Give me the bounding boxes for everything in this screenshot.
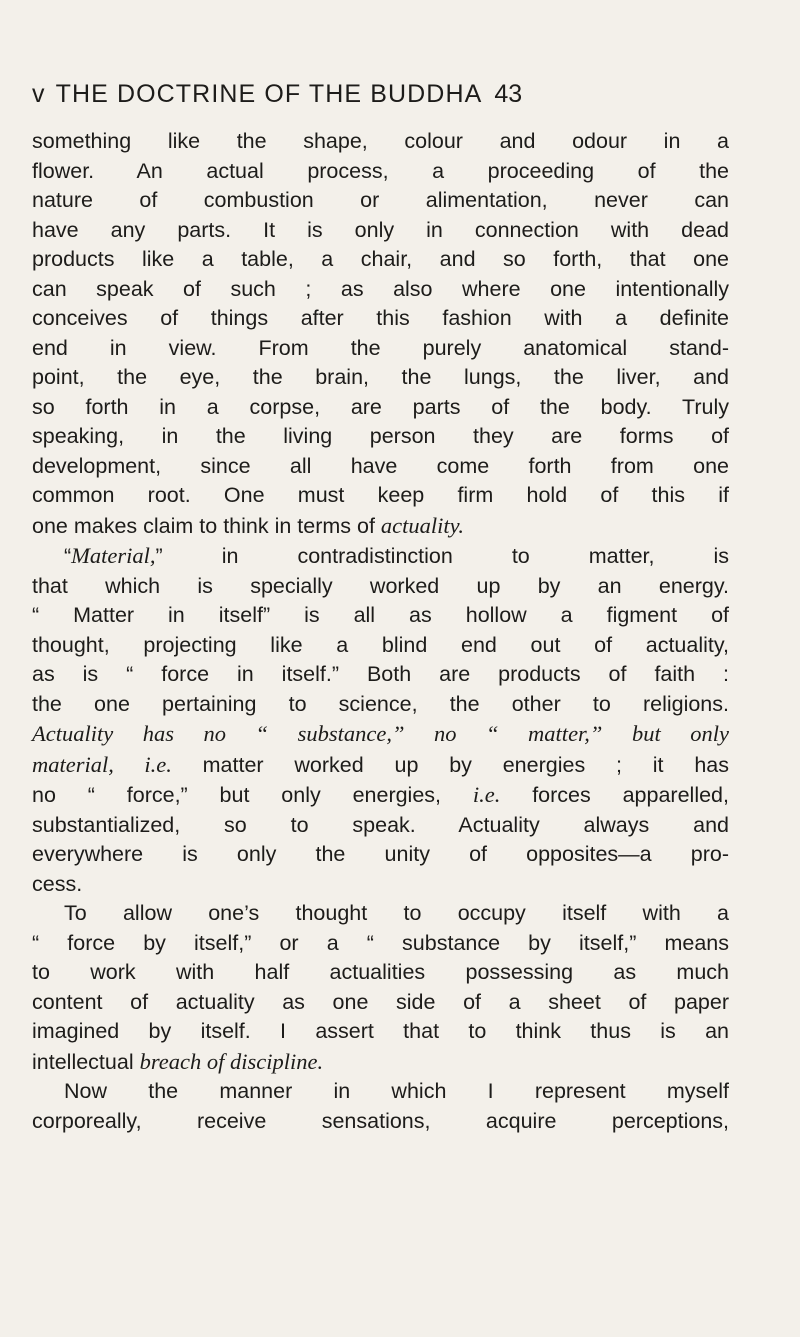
text-line: everywhere is only the unity of opposites—a pro- <box>32 842 729 866</box>
emphasis-actuality: actuality. <box>380 512 465 538</box>
section-number: v <box>32 80 46 108</box>
text-line: point, the eye, the brain, the lungs, the liver, and <box>32 365 729 389</box>
text-line: content of actuality as one side of a sheet of paper <box>32 989 729 1014</box>
text-line: material, i.e. matter worked up by energies ; it has <box>32 751 730 777</box>
text-line: thought, projecting like a blind end out of actuality, <box>32 632 729 657</box>
text-line: cess. <box>32 871 83 896</box>
emphasis-actuality-statement: Actuality has no “ substance,” no “ matter,” but only <box>32 721 729 746</box>
text-line: no “ force,” but only energies, i.e. forces apparelled, <box>32 782 729 807</box>
text-line: something like the shape, colour and odour in a <box>32 129 729 153</box>
text-line: “ Matter in itself” is all as hollow a figment of <box>32 603 729 627</box>
text-line: so forth in a corpse, are parts of the body. Truly <box>32 394 729 419</box>
text-line <box>32 719 729 750</box>
text-line: speaking, in the living person they are forms of <box>32 424 729 448</box>
text-line: intellectual breach of discipline. <box>32 1048 324 1074</box>
text-line: as is “ force in itself.” Both are products of faith : <box>32 662 729 686</box>
text-line: To allow one’s thought to occupy itself with a <box>64 901 729 925</box>
running-header <box>32 80 752 109</box>
emphasis-material: Material, <box>71 543 156 568</box>
chapter-title: THE DOCTRINE OF THE BUDDHA <box>55 80 483 108</box>
text-line: “ force by itself,” or a “ substance by itself,” means <box>32 930 729 955</box>
text-line: conceives of things after this fashion with a definite <box>32 306 729 330</box>
page-number: 43 <box>494 80 523 108</box>
text-line: one makes claim to think in terms of actuality. <box>32 512 465 538</box>
text-line: corporeally, receive sensations, acquire perceptions, <box>32 1108 729 1133</box>
emphasis-breach: breach of discipline. <box>139 1048 324 1074</box>
text-line: that which is specially worked up by an energy. <box>32 573 729 598</box>
emphasis-ie: i.e. <box>472 782 501 807</box>
text-line: imagined by itself. I assert that to think thus is an <box>32 1019 729 1043</box>
text-line: to work with half actualities possessing as much <box>32 960 729 984</box>
text-line: have any parts. It is only in connection with dead <box>32 217 729 242</box>
emphasis-material-ie: material, i.e. <box>32 751 172 777</box>
text-line: can speak of such ; as also where one intentionally <box>32 276 729 301</box>
text-line: the one pertaining to science, the other to religions. <box>32 691 729 716</box>
text-line: nature of combustion or alimentation, never can <box>32 188 729 212</box>
text-line: common root. One must keep firm hold of this if <box>32 483 729 507</box>
text-line: end in view. From the purely anatomical stand- <box>32 335 729 360</box>
text-line: development, since all have come forth from one <box>32 453 729 478</box>
text-line: flower. An actual process, a proceeding of the <box>32 158 729 183</box>
text-line: substantialized, so to speak. Actuality always and <box>32 812 729 837</box>
text-line: products like a table, a chair, and so forth, that one <box>32 247 729 271</box>
text-line: Now the manner in which I represent myself <box>64 1079 729 1103</box>
body-text <box>32 127 729 1136</box>
text-line: “Material,” in contradistinction to matter, is <box>64 543 729 568</box>
